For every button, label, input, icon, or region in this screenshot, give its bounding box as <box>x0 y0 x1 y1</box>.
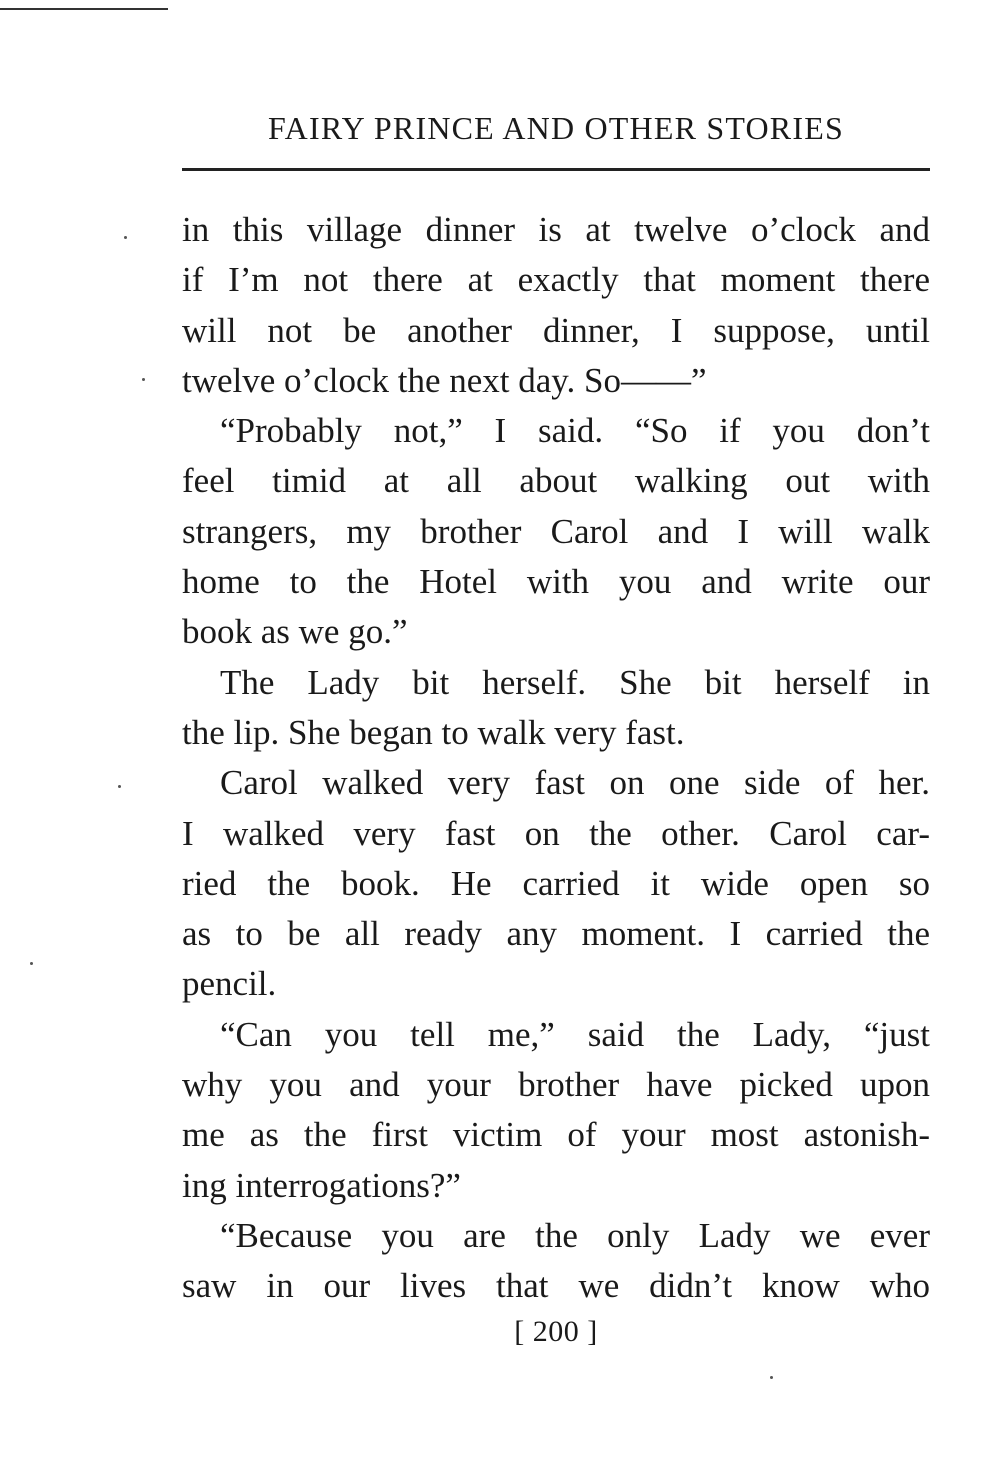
text-line: home to the Hotel with you and write our <box>182 562 930 602</box>
scan-speck <box>770 1376 773 1379</box>
text-line: I walked very fast on the other. Carol car- <box>182 813 930 853</box>
running-head: FAIRY PRINCE AND OTHER STORIES <box>268 110 844 146</box>
text-line: book as we go.” <box>182 612 408 652</box>
text-line: pencil. <box>182 964 277 1004</box>
text-line: “Because you are the only Lady we ever <box>220 1215 930 1255</box>
text-line: Carol walked very fast on one side of her. <box>220 763 930 803</box>
text-line: will not be another dinner, I suppose, until <box>182 310 930 350</box>
text-line: The Lady bit herself. She bit herself in <box>220 662 930 702</box>
body-text <box>182 205 930 1312</box>
text-line: twelve o’clock the next day. So——” <box>182 360 707 400</box>
text-line: the lip. She began to walk very fast. <box>182 712 685 752</box>
scan-speck <box>118 785 121 788</box>
text-line: as to be all ready any moment. I carried the <box>182 914 930 954</box>
text-line: in this village dinner is at twelve o’clock and <box>182 210 930 249</box>
text-line: ried the book. He carried it wide open so <box>182 863 930 903</box>
text-line: ing interrogations?” <box>182 1165 461 1205</box>
text-line: why you and your brother have picked upon <box>182 1065 930 1105</box>
text-line: if I’m not there at exactly that moment there <box>182 260 930 300</box>
text-line: strangers, my brother Carol and I will walk <box>182 511 930 551</box>
scan-speck <box>30 962 33 965</box>
top-edge-rule <box>0 8 168 10</box>
page-number: [ 200 ] <box>514 1315 598 1348</box>
text-line: saw in our lives that we didn’t know who <box>182 1266 930 1306</box>
text-line: “Probably not,” I said. “So if you don’t <box>220 411 930 451</box>
scan-speck <box>124 236 127 239</box>
scan-speck <box>142 378 145 381</box>
text-line: feel timid at all about walking out with <box>182 461 930 501</box>
text-line: me as the first victim of your most astonish- <box>182 1115 930 1155</box>
header-rule <box>182 168 930 171</box>
text-line: “Can you tell me,” said the Lady, “just <box>220 1014 930 1054</box>
